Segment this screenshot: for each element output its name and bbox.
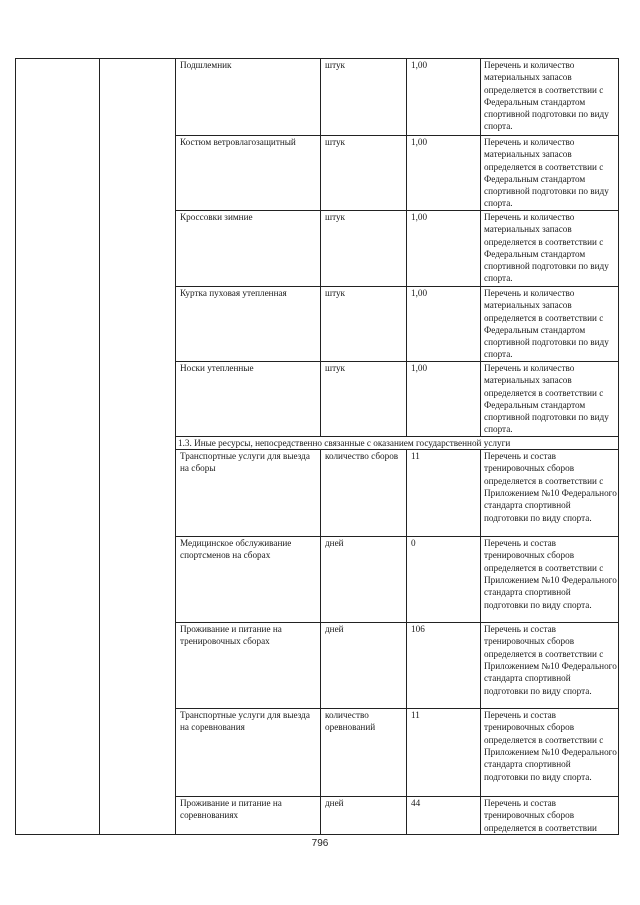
resource-name: Костюм ветровлагозащитный (176, 136, 321, 211)
service-note: Перечень и состав тренировочных сборов определяется в соответствии с Приложением №10 Федерального стандарта спортивной подготовки по виду спорта. (481, 709, 619, 797)
resource-name: Носки утепленные (176, 362, 321, 437)
resource-quantity: 1,00 (407, 362, 481, 437)
service-quantity: 44 (407, 797, 481, 835)
resource-unit: штук (321, 59, 407, 136)
resource-note: Перечень и количество материальных запасов определяется в соответствии с Федеральным стандартом спортивной подготовки по виду спорта. (481, 211, 619, 287)
service-unit: дней (321, 623, 407, 709)
service-unit: количество сборов (321, 450, 407, 537)
service-quantity: 11 (407, 450, 481, 537)
service-quantity: 106 (407, 623, 481, 709)
resource-quantity: 1,00 (407, 59, 481, 136)
service-unit: дней (321, 797, 407, 835)
resource-quantity: 1,00 (407, 287, 481, 362)
service-note: Перечень и состав тренировочных сборов определяется в соответствии с Приложением №10 Федерального стандарта спортивной подготовки по виду спорта. (481, 537, 619, 623)
merged-cell-left-2 (100, 59, 176, 835)
resource-note: Перечень и количество материальных запасов определяется в соответствии с Федеральным стандартом спортивной подготовки по виду спорта. (481, 287, 619, 362)
resource-note: Перечень и количество материальных запасов определяется в соответствии с Федеральным стандартом спортивной подготовки по виду спорта. (481, 362, 619, 437)
service-name: Транспортные услуги для выезда на соревнования (176, 709, 321, 797)
service-name: Транспортные услуги для выезда на сборы (176, 450, 321, 537)
resource-name: Кроссовки зимние (176, 211, 321, 287)
resource-unit: штук (321, 211, 407, 287)
resource-unit: штук (321, 362, 407, 437)
service-note: Перечень и состав тренировочных сборов определяется в соответствии (481, 797, 619, 835)
page-number: 796 (311, 838, 329, 849)
resource-unit: штук (321, 136, 407, 211)
service-name: Проживание и питание на соревнованиях (176, 797, 321, 835)
resources-table (15, 58, 619, 835)
service-quantity: 0 (407, 537, 481, 623)
resource-note: Перечень и количество материальных запасов определяется в соответствии с Федеральным стандартом спортивной подготовки по виду спорта. (481, 59, 619, 136)
merged-cell-left (16, 59, 100, 835)
service-quantity: 11 (407, 709, 481, 797)
resource-name: Подшлемник (176, 59, 321, 136)
service-unit: дней (321, 537, 407, 623)
resource-quantity: 1,00 (407, 211, 481, 287)
table-row (16, 59, 619, 136)
service-note: Перечень и состав тренировочных сборов определяется в соответствии с Приложением №10 Федерального стандарта спортивной подготовки по виду спорта. (481, 450, 619, 537)
section-heading: 1.3. Иные ресурсы, непосредственно связанные с оказанием государственной услуги (176, 436, 619, 449)
service-unit: количество оревнований (321, 709, 407, 797)
resource-note: Перечень и количество материальных запасов определяется в соответствии с Федеральным стандартом спортивной подготовки по виду спорта. (481, 136, 619, 211)
resource-quantity: 1,00 (407, 136, 481, 211)
resource-unit: штук (321, 287, 407, 362)
service-name: Проживание и питание на тренировочных сборах (176, 623, 321, 709)
service-note: Перечень и состав тренировочных сборов определяется в соответствии с Приложением №10 Федерального стандарта спортивной подготовки по виду спорта. (481, 623, 619, 709)
resource-name: Куртка пуховая утепленная (176, 287, 321, 362)
service-name: Медицинское обслуживание спортсменов на сборах (176, 537, 321, 623)
